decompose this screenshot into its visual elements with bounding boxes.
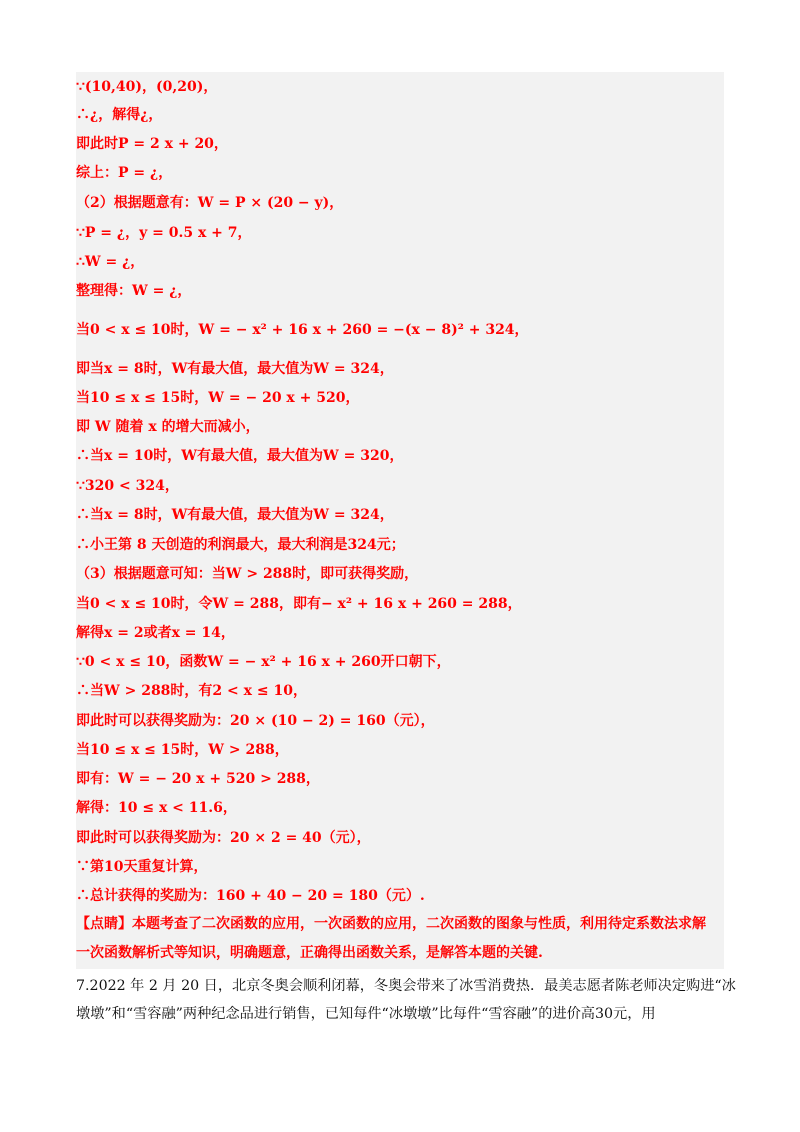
solution-line: ∴¿，解得¿， bbox=[76, 107, 163, 123]
solution-line: 当0 < x ≤ 10时，令W = 288，即有− x² + 16 x + 260 = 288， bbox=[76, 596, 522, 612]
solution-line: 即此时P = 2 x + 20， bbox=[76, 136, 228, 152]
solution-line: ∴W = ¿， bbox=[76, 254, 145, 270]
solution-line: （3）根据题意可知：当W > 288时，即可获得奖励， bbox=[76, 566, 419, 582]
solution-line: 即当x = 8时，W有最大值，最大值为W = 324， bbox=[76, 361, 394, 377]
question-line: 墩墩”和“雪容融”两种纪念品进行销售，已知每件“冰墩墩”比每件“雪容融”的进价高30元，用 bbox=[76, 1006, 656, 1022]
solution-line: ∴当W > 288时，有2 < x ≤ 10， bbox=[76, 683, 307, 699]
solution-line: ∵第10天重复计算， bbox=[76, 859, 208, 875]
solution-line: ∵0 < x ≤ 10，函数W = − x² + 16 x + 260开口朝下， bbox=[76, 654, 451, 670]
solution-line: ∴当x = 8时，W有最大值，最大值为W = 324， bbox=[76, 507, 394, 523]
solution-line: 整理得：W = ¿， bbox=[76, 283, 192, 299]
solution-line: 当0 < x ≤ 10时，W = − x² + 16 x + 260 = −(x − 8)² + 324， bbox=[76, 322, 529, 338]
solution-line: 当10 ≤ x ≤ 15时，W = − 20 x + 520， bbox=[76, 390, 360, 406]
question-7 bbox=[76, 972, 736, 1028]
solution-line: ∴当x = 10时，W有最大值，最大值为W = 320， bbox=[76, 448, 404, 464]
solution-line: ∵P = ¿，y = 0.5 x + 7， bbox=[76, 225, 252, 241]
solution-line: 【点睛】本题考查了二次函数的应用，一次函数的应用，二次函数的图象与性质，利用待定系数法求解 bbox=[76, 916, 706, 932]
solution-line: ∴总计获得的奖励为：160 + 40 − 20 = 180（元）. bbox=[76, 888, 425, 904]
solution-line: 即此时可以获得奖励为：20 × (10 − 2) = 160（元）， bbox=[76, 713, 435, 729]
solution-line: ∴小王第 8 天创造的利润最大，最大利润是324元； bbox=[76, 537, 405, 553]
solution-line: （2）根据题意有：W = P × (20 − y)， bbox=[76, 195, 344, 211]
solution-line: 解得：10 ≤ x < 11.6， bbox=[76, 800, 237, 816]
solution-line: 一次函数解析式等知识，明确题意，正确得出函数关系，是解答本题的关键. bbox=[76, 945, 543, 961]
solution-line: 综上：P = ¿， bbox=[76, 165, 173, 181]
solution-line: 解得x = 2或者x = 14， bbox=[76, 625, 235, 641]
question-line: 7.2022 年 2 月 20 日，北京冬奥会顺利闭幕，冬奥会带来了冰雪消费热．最美志愿者陈老师决定购进“冰 bbox=[76, 978, 736, 994]
solution-line: 即 W 随着 x 的增大而减小， bbox=[76, 419, 260, 435]
solution-line: 即有：W = − 20 x + 520 > 288， bbox=[76, 771, 320, 787]
solution-line: ∵(10,40)，(0,20)， bbox=[76, 79, 218, 95]
solution-line: ∵320 < 324， bbox=[76, 478, 179, 494]
solution-line: 即此时可以获得奖励为：20 × 2 = 40（元）， bbox=[76, 830, 371, 846]
solution-panel bbox=[76, 72, 724, 969]
solution-line: 当10 ≤ x ≤ 15时，W > 288， bbox=[76, 742, 289, 758]
